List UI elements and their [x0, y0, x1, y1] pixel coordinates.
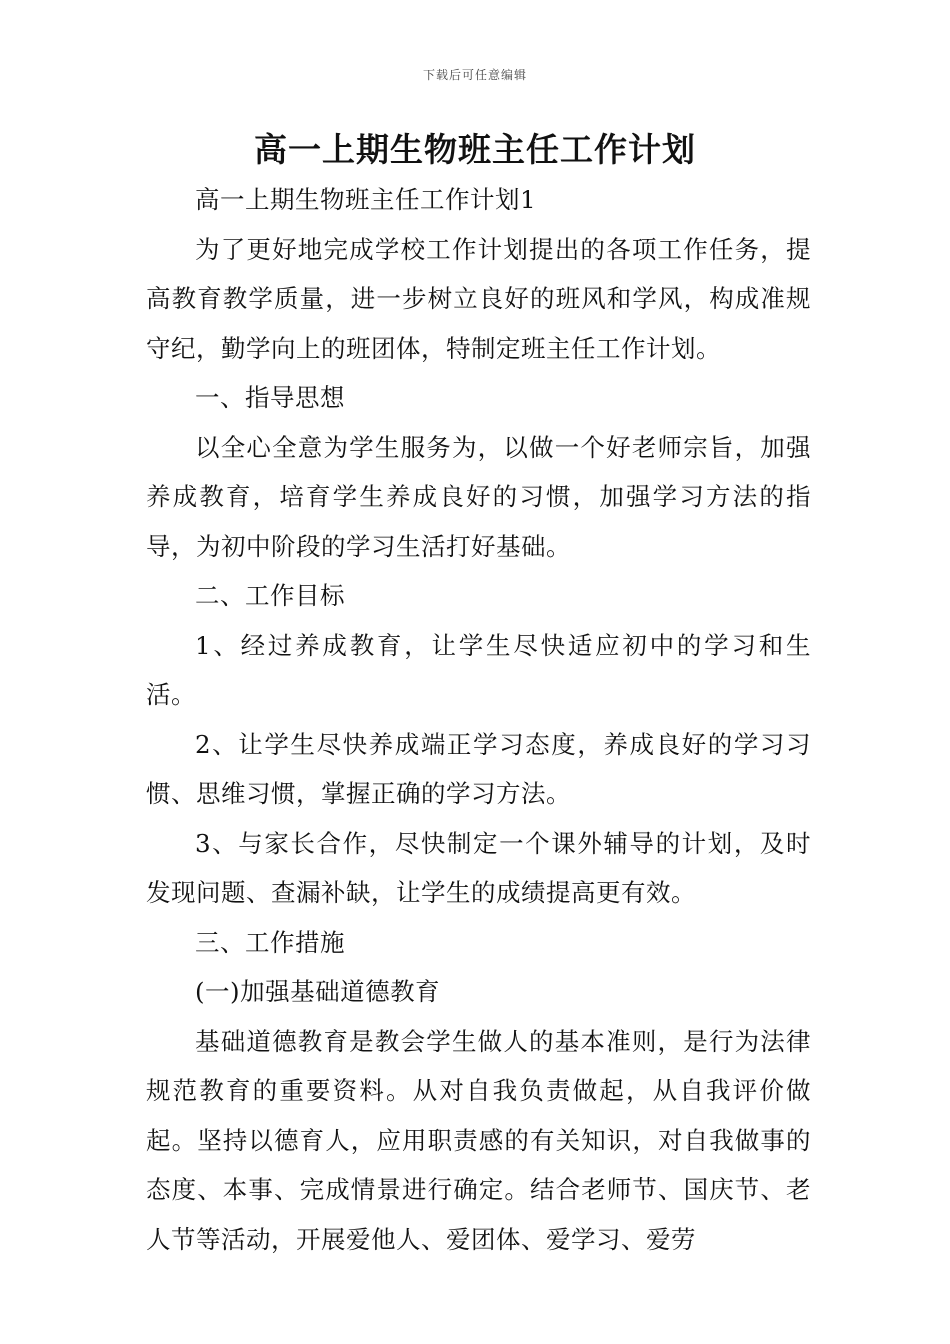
section-heading-work-goals: 二、工作目标: [195, 581, 345, 610]
document-body: [146, 175, 811, 1264]
section-heading-work-measures: 三、工作措施: [195, 927, 345, 957]
subsection-heading-moral-education: (一)加强基础道德教育: [195, 977, 441, 1006]
paragraph-guiding-thought: 以全心全意为学生服务为，以做一个好老师宗旨，加强养成教育，培育学生养成良好的习惯，加强学习方法的指导，为初中阶段的学习生活打好基础。: [146, 432, 811, 561]
paragraph-goal-1: 1、经过养成教育，让学生尽快适应初中的学习和生活。: [146, 630, 811, 709]
paragraph-goal-2: 2、让学生尽快养成端正学习态度，养成良好的学习习惯、思维习惯，掌握正确的学习方法。: [146, 729, 811, 808]
header-note: 下载后可任意编辑: [422, 68, 527, 82]
document-title: 高一上期生物班主任工作计划: [254, 130, 696, 169]
paragraph-subtitle: 高一上期生物班主任工作计划1: [195, 185, 537, 214]
section-heading-guiding-thought: 一、指导思想: [195, 383, 345, 412]
paragraph-goal-3: 3、与家长合作，尽快制定一个课外辅导的计划，及时发现问题、查漏补缺，让学生的成绩提高更有效。: [146, 828, 811, 907]
paragraph-moral-education: 基础道德教育是教会学生做人的基本准则，是行为法律规范教育的重要资料。从对自我负责做起，从自我评价做起。坚持以德育人，应用职责感的有关知识，对自我做事的态度、本事、完成情景进行确定。结合老师节、国庆节、老人节等活动，开展爱他人、爱团体、爱学习、爱劳: [146, 1026, 811, 1254]
paragraph-intro: 为了更好地完成学校工作计划提出的各项工作任务，提高教育教学质量，进一步树立良好的班风和学风，构成准规守纪，勤学向上的班团体，特制定班主任工作计划。: [146, 234, 811, 363]
